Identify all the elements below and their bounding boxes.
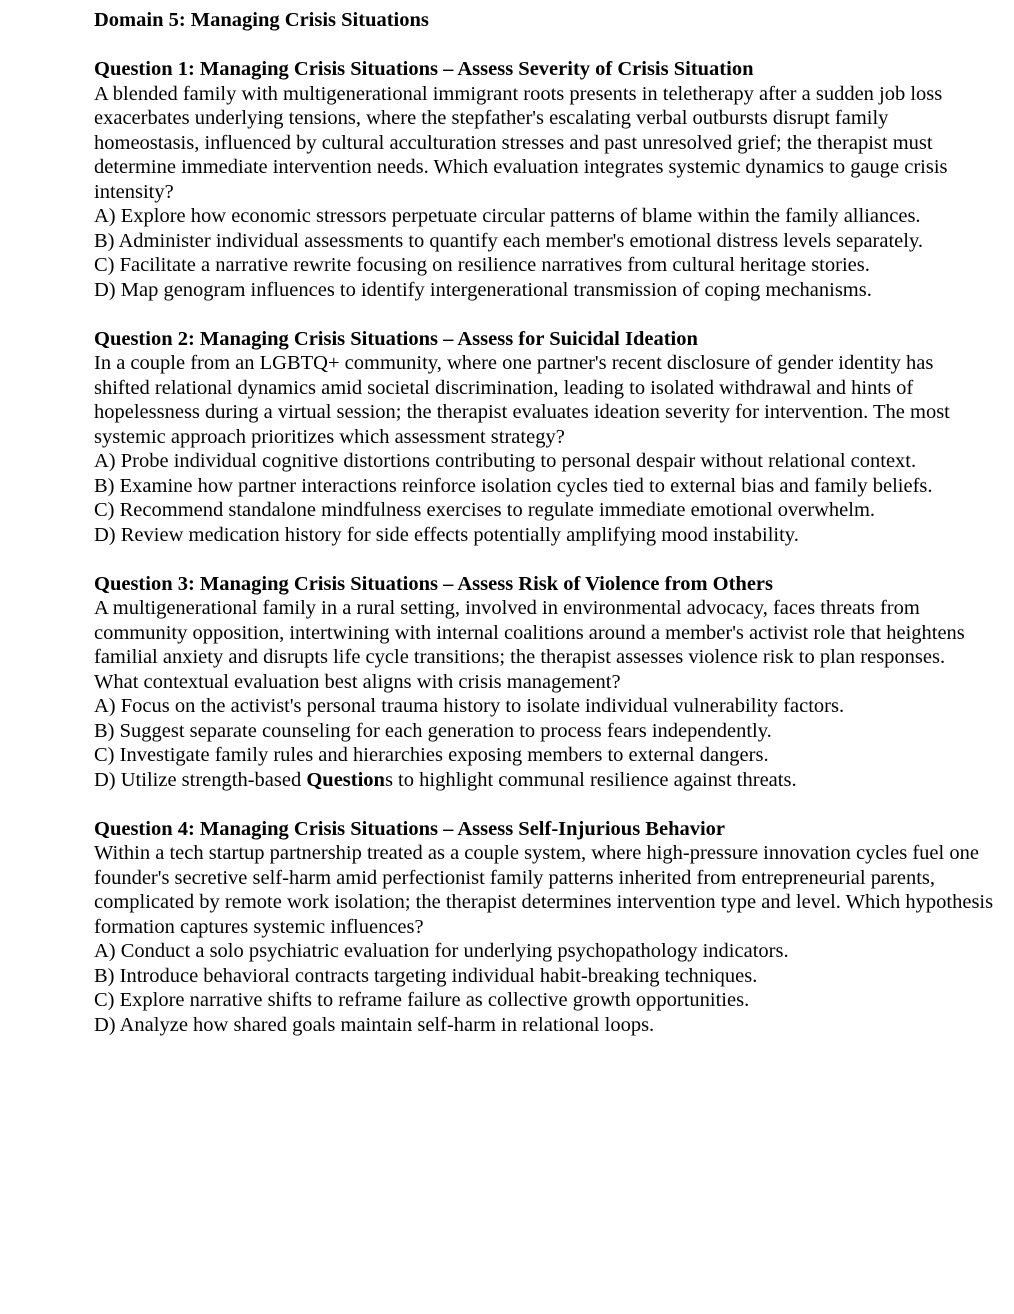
- answer-option-c: C) Facilitate a narrative rewrite focusing on resilience narratives from cultural heritage stories.: [94, 254, 870, 276]
- question-stem: In a couple from an LGBTQ+ community, where one partner's recent disclosure of gender identity has shifted relational dynamics amid societal discrimination, leading to isolated withdrawal and hints of hopelessness during a virtual session; the therapist evaluates ideation severity for intervention. The most systemic approach prioritizes which assessment strategy?: [94, 352, 950, 448]
- question-heading: Question 2: Managing Crisis Situations – Assess for Suicidal Ideation: [94, 327, 698, 350]
- answer-option-b: B) Introduce behavioral contracts targeting individual habit-breaking techniques.: [94, 964, 758, 987]
- answer-option-c: C) Explore narrative shifts to reframe failure as collective growth opportunities.: [94, 989, 750, 1011]
- question-heading: Question 1: Managing Crisis Situations – Assess Severity of Crisis Situation: [94, 58, 754, 80]
- question-4: [94, 817, 994, 1038]
- question-3: [94, 572, 994, 793]
- question-1: [94, 57, 994, 302]
- option-d-text-before: D) Utilize strength-based: [94, 768, 307, 791]
- answer-option-c: C) Investigate family rules and hierarchies exposing members to external dangers.: [94, 744, 769, 766]
- option-d-bold-word: Question: [306, 768, 385, 791]
- question-stem: A multigenerational family in a rural setting, involved in environmental advocacy, faces threats from community opposition, intertwining with internal coalitions around a member's activist role that heightens familial anxiety and disrupts life cycle transitions; the therapist assesses violence risk to plan responses. What contextual evaluation best aligns with crisis management?: [94, 597, 965, 693]
- question-2: [94, 327, 994, 548]
- answer-option-d: D) Map genogram influences to identify intergenerational transmission of coping mechanisms.: [94, 278, 872, 301]
- answer-option-b: B) Administer individual assessments to quantify each member's emotional distress levels separately.: [94, 229, 924, 252]
- answer-option-d: [94, 768, 994, 793]
- answer-option-b: B) Examine how partner interactions reinforce isolation cycles tied to external bias and family beliefs.: [94, 474, 933, 497]
- answer-option-b: B) Suggest separate counseling for each generation to process fears independently.: [94, 719, 772, 742]
- answer-option-a: A) Focus on the activist's personal trauma history to isolate individual vulnerability factors.: [94, 695, 845, 717]
- answer-option-d: D) Review medication history for side effects potentially amplifying mood instability.: [94, 523, 799, 546]
- answer-option-c: C) Recommend standalone mindfulness exercises to regulate immediate emotional overwhelm.: [94, 499, 876, 521]
- domain-title: Domain 5: Managing Crisis Situations: [94, 9, 429, 31]
- answer-option-a: A) Explore how economic stressors perpetuate circular patterns of blame within the family alliances.: [94, 205, 921, 227]
- answer-option-d: D) Analyze how shared goals maintain self-harm in relational loops.: [94, 1013, 655, 1036]
- question-stem: Within a tech startup partnership treated as a couple system, where high-pressure innovation cycles fuel one founder's secretive self-harm amid perfectionist family patterns inherited from entrepreneurial parents, complicated by remote work isolation; the therapist determines intervention type and level. Which hypothesis formation captures systemic influences?: [94, 842, 994, 938]
- question-heading: Question 3: Managing Crisis Situations – Assess Risk of Violence from Others: [94, 572, 774, 595]
- question-stem: A blended family with multigenerational immigrant roots presents in teletherapy after a sudden job loss exacerbates underlying tensions, where the stepfather's escalating verbal outbursts disrupt family homeostasis, influenced by cultural acculturation stresses and past unresolved grief; the therapist must determine immediate intervention needs. Which evaluation integrates systemic dynamics to gauge crisis intensity?: [94, 82, 948, 203]
- answer-option-a: A) Probe individual cognitive distortions contributing to personal despair without relational context.: [94, 450, 917, 472]
- answer-option-a: A) Conduct a solo psychiatric evaluation for underlying psychopathology indicators.: [94, 940, 789, 962]
- document-page: [94, 8, 994, 1062]
- option-d-text-after: s to highlight communal resilience against threats.: [384, 768, 797, 791]
- question-heading: Question 4: Managing Crisis Situations – Assess Self-Injurious Behavior: [94, 817, 726, 840]
